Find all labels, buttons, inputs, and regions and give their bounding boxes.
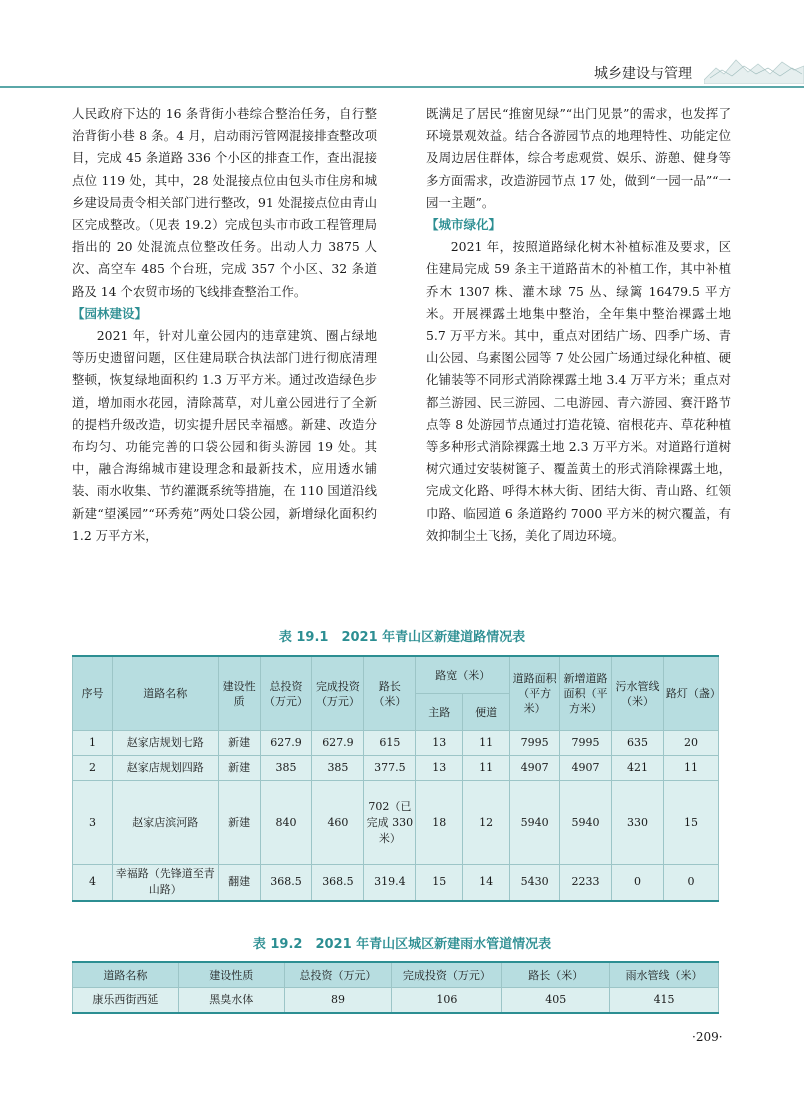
th-sewage: 污水管线（米） (611, 656, 663, 731)
paragraph: 既满足了居民“推窗见绿”“出门见景”的需求，也发挥了环境景观效益。结合各游园节点的地理特性、功能定位及周边居住群体，综合考虑观赏、娱乐、游憩、健身等多方面需求，改造游园节点 17 处，做到“一园一品”“一园一主题”。 (426, 106, 731, 210)
cell: 627.9 (260, 731, 312, 756)
cell: 18 (416, 781, 463, 865)
table-rain-pipes (72, 961, 719, 1014)
cell: 15 (416, 865, 463, 901)
table-row (73, 731, 719, 756)
table-new-roads (72, 655, 719, 902)
cell: 12 (463, 781, 510, 865)
paragraph: 2021 年，针对儿童公园内的违章建筑、圈占绿地等历史遗留问题，区住建局联合执法部门进行彻底清理整顿，恢复绿地面积约 1.3 万平方米。通过改造绿色步道，增加雨水花园，清除蒿草，对儿童公园进行了全新的提档升级改造，切实提升居民幸福感。新建、改造分布均匀、功能完善的口袋公园和街头游园 19 处。其中，融合海绵城市建设理念和最新技术，应用透水铺装、雨水收集、节约灌溉系统等措施，在 110 国道沿线新建“望溪园”“环秀苑”两处口袋公园，新增绿化面积约 1.2 万平方米， (72, 328, 377, 543)
cell: 黑臭水体 (178, 988, 284, 1014)
cell: 15 (663, 781, 718, 865)
cell: 新建 (218, 756, 260, 781)
cell: 13 (416, 756, 463, 781)
th-road-name: 道路名称 (73, 962, 179, 988)
cell: 11 (463, 731, 510, 756)
cell: 20 (663, 731, 718, 756)
th-lamp: 路灯（盏） (663, 656, 718, 731)
cell: 4907 (510, 756, 560, 781)
cell: 0 (611, 865, 663, 901)
th-total: 总投资（万元） (284, 962, 392, 988)
table-row (73, 988, 719, 1014)
cell: 106 (392, 988, 502, 1014)
cell: 7995 (560, 731, 612, 756)
th-done: 完成投资（万元） (312, 656, 364, 731)
cell: 赵家店滨河路 (112, 781, 218, 865)
th-pipe: 雨水管线（米） (610, 962, 719, 988)
cell: 330 (611, 781, 663, 865)
cell: 5940 (510, 781, 560, 865)
cell: 0 (663, 865, 718, 901)
cell: 11 (463, 756, 510, 781)
table-row (73, 756, 719, 781)
cell: 康乐西街西延 (73, 988, 179, 1014)
table1-caption: 表 19.1 2021 年青山区新建道路情况表 (278, 630, 526, 645)
section-heading-garden: 【园林建设】 (72, 305, 148, 321)
cell: 2 (73, 756, 113, 781)
cell: 405 (502, 988, 610, 1014)
cell: 14 (463, 865, 510, 901)
cell: 319.4 (364, 865, 416, 901)
cell: 377.5 (364, 756, 416, 781)
th-main: 主路 (416, 694, 463, 731)
header-rule (0, 86, 804, 88)
cell: 赵家店规划四路 (112, 756, 218, 781)
cell: 385 (312, 756, 364, 781)
right-column (426, 103, 731, 547)
cell: 幸福路（先锋道至青山路） (112, 865, 218, 901)
running-header (0, 52, 804, 88)
cell: 5940 (560, 781, 612, 865)
cell: 368.5 (312, 865, 364, 901)
cell: 415 (610, 988, 719, 1014)
cell: 5430 (510, 865, 560, 901)
paragraph: 2021 年，按照道路绿化树木补植标准及要求，区住建局完成 59 条主干道路苗木的补植工作，其中补植乔木 1307 株、灌木球 75 丛、绿篱 16479.5 平方米。开展裸露土地集中整治，全年集中整治裸露土地 5.7 万平方米。其中，重点对团结广场、四季广场、青山公园、乌素图公园等 7 处公园广场通过绿化种植、硬化铺装等不同形式消除裸露土地 3.4 万平方米；重点对都兰游园、民三游园、二电游园、青六游园、赛汗路节点等 8 处游园节点通过打造花镜、宿根花卉、草花种植等多种形式消除裸露土地 2.3 万平方米。对道路行道树树穴通过安装树篦子、覆盖黄土的形式消除裸露土地，完成文化路、呼得木林大街、团结大街、青山路、红领巾路、临园道 6 条道路约 7000 平方米的树穴覆盖，有效抑制尘土飞扬，美化了周边环境。 (426, 239, 731, 543)
left-column (72, 103, 377, 547)
th-side: 便道 (463, 694, 510, 731)
th-type: 建设性质 (178, 962, 284, 988)
header-landscape-ornament (704, 54, 804, 84)
cell: 4907 (560, 756, 612, 781)
cell: 421 (611, 756, 663, 781)
cell: 翻建 (218, 865, 260, 901)
th-width: 路宽（米） (416, 656, 510, 694)
cell: 11 (663, 756, 718, 781)
cell: 702（已完成 330 米） (364, 781, 416, 865)
th-area: 道路面积（平方米） (510, 656, 560, 731)
header-title: 城乡建设与管理 (594, 66, 692, 82)
cell: 368.5 (260, 865, 312, 901)
th-total: 总投资（万元） (260, 656, 312, 731)
th-name: 道路名称 (112, 656, 218, 731)
cell: 385 (260, 756, 312, 781)
table-row (73, 781, 719, 865)
cell: 89 (284, 988, 392, 1014)
cell: 3 (73, 781, 113, 865)
th-no: 序号 (73, 656, 113, 731)
table2-caption: 表 19.2 2021 年青山区城区新建雨水管道情况表 (252, 937, 552, 952)
cell: 13 (416, 731, 463, 756)
th-type: 建设性质 (218, 656, 260, 731)
cell: 840 (260, 781, 312, 865)
cell: 4 (73, 865, 113, 901)
cell: 赵家店规划七路 (112, 731, 218, 756)
cell: 新建 (218, 731, 260, 756)
section-heading-greening: 【城市绿化】 (426, 217, 502, 233)
th-new-area: 新增道路面积（平方米） (560, 656, 612, 731)
cell: 615 (364, 731, 416, 756)
cell: 460 (312, 781, 364, 865)
cell: 1 (73, 731, 113, 756)
cell: 2233 (560, 865, 612, 901)
cell: 635 (611, 731, 663, 756)
table-row (73, 865, 719, 901)
paragraph: 人民政府下达的 16 条背街小巷综合整治任务，自行整治背街小巷 8 条。4 月，启动雨污管网混接排查整改项目，完成 45 条道路 336 个小区的排查工作，查出混接点位 119 处，其中，28 处混接点位由包头市住房和城乡建设局责令相关部门进行整改，91 处混接点位由青山区完成整改。（见表 19.2）完成包头市市政工程管理局指出的 20 处混流点位整改任务。出动人力 3875 人次、高空车 485 个台班，完成 357 个小区、32 条道路及 14 个农贸市场的飞线排查整治工作。 (72, 106, 377, 299)
th-done: 完成投资（万元） (392, 962, 502, 988)
page-number: ·209· (692, 1030, 723, 1044)
cell: 新建 (218, 781, 260, 865)
th-length: 路长（米） (364, 656, 416, 731)
cell: 627.9 (312, 731, 364, 756)
th-length: 路长（米） (502, 962, 610, 988)
cell: 7995 (510, 731, 560, 756)
